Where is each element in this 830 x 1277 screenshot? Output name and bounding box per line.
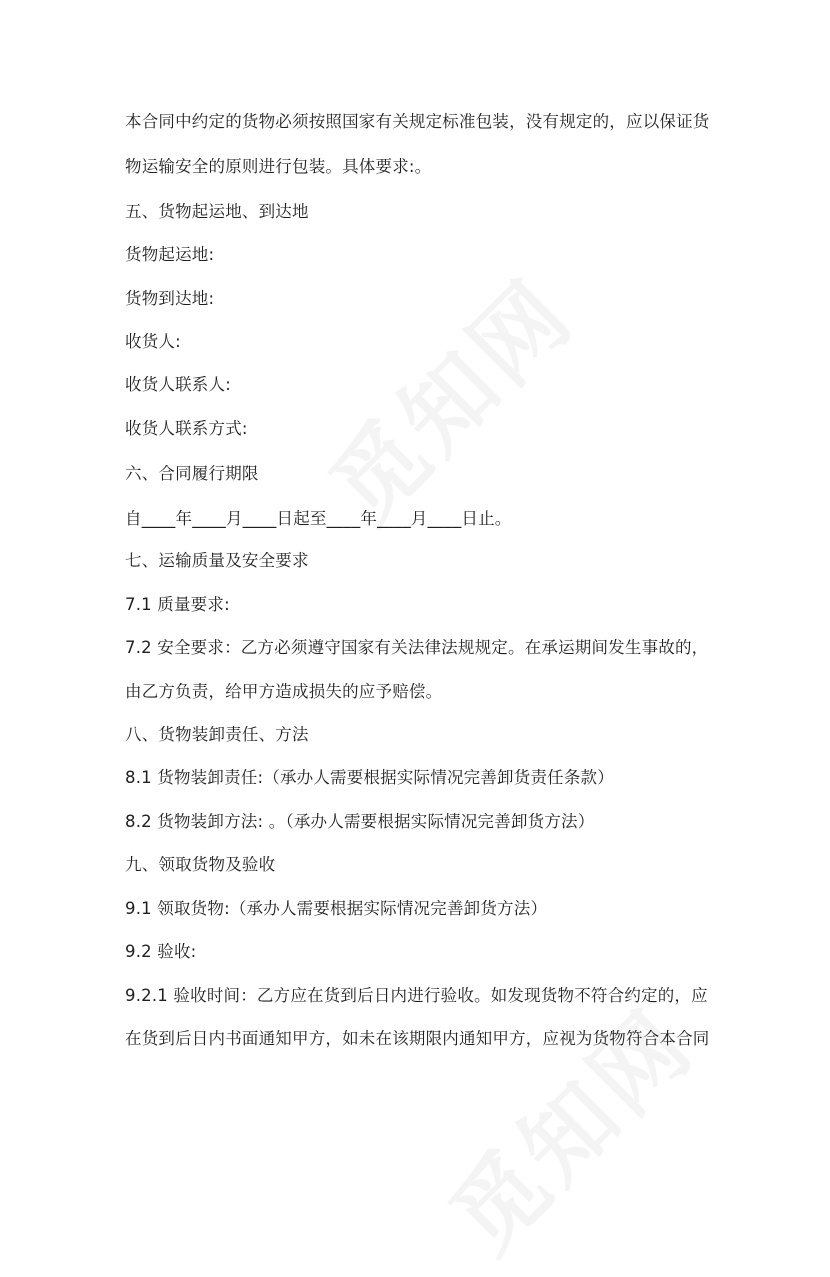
section-heading: 七、运输质量及安全要求: [125, 551, 309, 570]
section-heading: 六、合同履行期限: [125, 464, 259, 483]
watermark: [296, 245, 597, 546]
paragraph-line: 9.1 领取货物:（承办人需要根据实际情况完善卸货方法）: [125, 899, 548, 918]
paragraph-line: 8.2 货物装卸方法: 。（承办人需要根据实际情况完善卸货方法）: [125, 812, 595, 831]
field-label: 7.1 质量要求:: [125, 595, 230, 614]
field-label: 货物到达地:: [125, 289, 215, 308]
paragraph-line: 物运输安全的原则进行包装。具体要求:。: [125, 157, 432, 176]
paragraph-line: 8.1 货物装卸责任:（承办人需要根据实际情况完善卸货责任条款）: [125, 768, 614, 787]
paragraph-line: 由乙方负责，给甲方造成损失的应予赔偿。: [125, 682, 443, 701]
paragraph-line: 自____年____月____日起至____年____月____日止。: [125, 509, 512, 528]
field-label: 货物起运地:: [125, 245, 215, 264]
field-label: 收货人:: [125, 332, 181, 351]
field-label: 收货人联系方式:: [125, 419, 248, 438]
paragraph-line: 7.2 安全要求：乙方必须遵守国家有关法律法规规定。在承运期间发生事故的，: [125, 638, 709, 657]
field-label: 收货人联系人:: [125, 375, 231, 394]
paragraph-line: 9.2.1 验收时间：乙方应在货到后日内进行验收。如发现货物不符合约定的，应: [125, 986, 708, 1005]
section-heading: 八、货物装卸责任、方法: [125, 725, 309, 744]
paragraph-line: 本合同中约定的货物必须按照国家有关规定标准包装，没有规定的，应以保证货: [125, 112, 710, 131]
watermark-bottom: [416, 975, 717, 1276]
field-label: 9.2 验收:: [125, 942, 197, 961]
paragraph-line: 在货到后日内书面通知甲方，如未在该期限内通知甲方，应视为货物符合本合同: [125, 1029, 710, 1048]
section-heading: 五、货物起运地、到达地: [125, 202, 309, 221]
section-heading: 九、领取货物及验收: [125, 855, 276, 874]
